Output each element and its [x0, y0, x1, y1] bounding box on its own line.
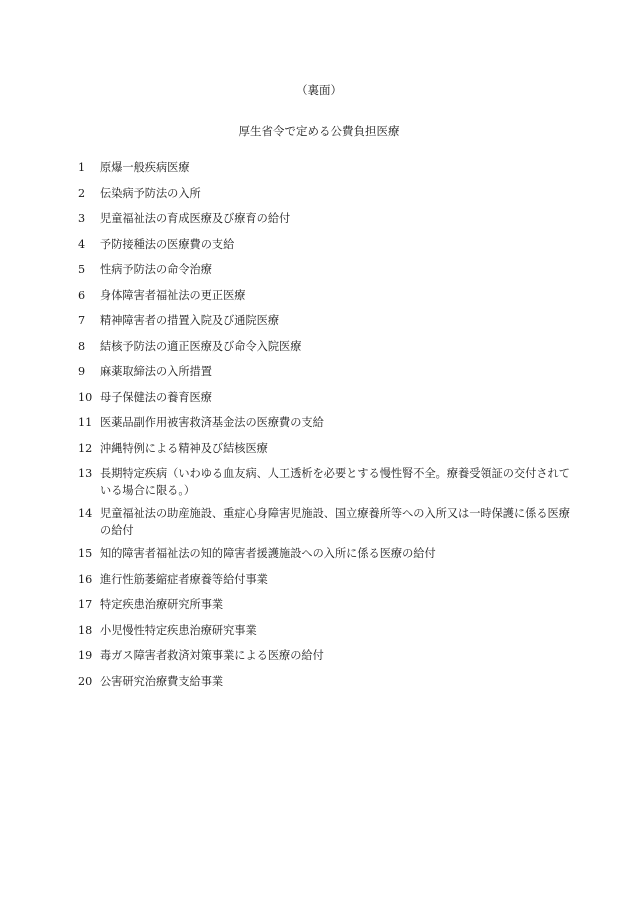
- list-item: [78, 414, 570, 431]
- list-item: [78, 622, 570, 639]
- list-item: [78, 159, 570, 176]
- list-item: [78, 261, 570, 278]
- item-number: 5: [78, 263, 86, 276]
- list-item: [78, 185, 570, 202]
- item-text: 予防接種法の医療費の支給: [100, 237, 235, 251]
- item-number: 6: [78, 288, 86, 302]
- item-number: 10: [78, 390, 93, 404]
- item-text: 伝染病予防法の入所: [100, 186, 201, 200]
- list-item: [78, 338, 570, 355]
- list-item: [78, 363, 570, 380]
- item-text: 原爆一般疾病医療: [100, 161, 190, 174]
- item-text: 特定疾患治療研究所事業: [100, 598, 224, 611]
- item-text: 小児慢性特定疾患治療研究事業: [100, 623, 257, 637]
- item-text: 毒ガス障害者救済対策事業による医療の給付: [100, 649, 324, 662]
- medical-care-list: [78, 159, 570, 698]
- item-number: 19: [78, 649, 93, 662]
- list-item: [78, 440, 570, 457]
- item-number: 13: [78, 467, 93, 480]
- page-title: 厚生省令で定める公費負担医療: [238, 124, 400, 138]
- item-text: 公害研究治療費支給事業: [100, 674, 224, 688]
- item-number: 8: [78, 339, 86, 353]
- item-number: 7: [78, 314, 86, 327]
- item-number: 20: [78, 674, 93, 688]
- list-item: [78, 389, 570, 406]
- item-number: 18: [78, 623, 93, 637]
- list-item: [78, 505, 570, 539]
- list-item: [78, 210, 570, 227]
- list-item: [78, 673, 570, 690]
- item-text: 麻薬取締法の入所措置: [100, 365, 212, 378]
- item-text: 進行性筋萎縮症者療養等給付事業: [100, 572, 268, 586]
- item-number: 4: [78, 237, 86, 251]
- list-item: [78, 287, 570, 304]
- page-side-label: （裏面）: [296, 83, 342, 97]
- item-text: 結核予防法の適正医療及び命令入院医療: [100, 339, 302, 353]
- item-text: 児童福祉法の育成医療及び療育の給付: [100, 212, 291, 225]
- item-number: 17: [78, 598, 93, 611]
- item-text: 知的障害者福祉法の知的障害者援護施設への入所に係る医療の給付: [100, 547, 436, 560]
- list-item: [78, 312, 570, 329]
- item-number: 1: [78, 161, 86, 174]
- item-text: 長期特定疾病（いわゆる血友病、人工透析を必要とする慢性腎不全。療養受領証の交付されている場合に限る。）: [100, 467, 570, 497]
- item-text: 児童福祉法の助産施設、重症心身障害児施設、国立療養所等への入所又は一時保護に係る医療の給付: [100, 507, 570, 537]
- item-text: 沖縄特例による精神及び結核医療: [100, 441, 268, 455]
- list-item: [78, 465, 570, 499]
- item-text: 身体障害者福祉法の更正医療: [100, 288, 246, 302]
- item-number: 9: [78, 365, 86, 378]
- item-text: 母子保健法の養育医療: [100, 390, 212, 404]
- item-number: 11: [78, 416, 93, 429]
- item-text: 精神障害者の措置入院及び通院医療: [100, 314, 280, 327]
- list-item: [78, 571, 570, 588]
- list-item: [78, 236, 570, 253]
- item-text: 医薬品副作用被害救済基金法の医療費の支給: [100, 416, 324, 429]
- item-number: 14: [78, 507, 93, 520]
- item-number: 15: [78, 547, 93, 560]
- item-number: 3: [78, 212, 86, 225]
- item-number: 12: [78, 441, 93, 455]
- list-item: [78, 647, 570, 664]
- item-number: 2: [78, 186, 86, 200]
- list-item: [78, 545, 570, 562]
- item-number: 16: [78, 572, 93, 586]
- item-text: 性病予防法の命令治療: [100, 263, 212, 276]
- list-item: [78, 596, 570, 613]
